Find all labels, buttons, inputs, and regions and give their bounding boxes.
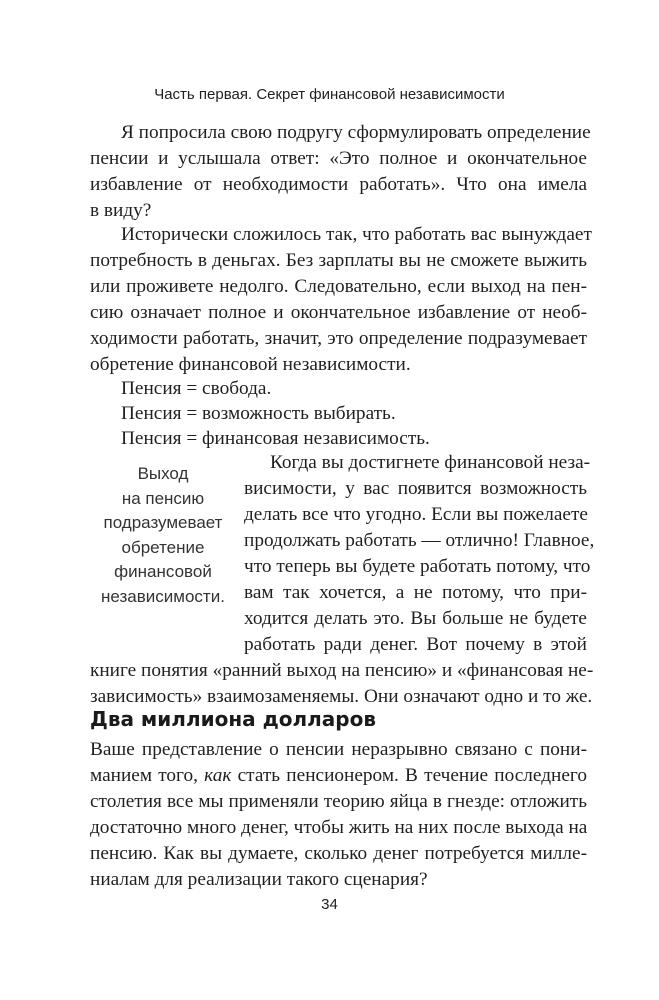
- paragraph-3-line-8: работать ради денег. Вот почему в этой: [244, 634, 587, 655]
- paragraph-4-line-6: ниалам для реализации такого сценария?: [90, 869, 428, 890]
- paragraph-4-line-3: столетия все мы применяли теорию яйца в гнезде: отложить: [90, 791, 587, 812]
- pull-quote-line-2: на пенсию: [121, 488, 205, 508]
- pull-quote: [96, 462, 230, 609]
- pull-quote-line-4: обретение: [121, 537, 205, 557]
- paragraph-2-line-2: потребность в деньгах. Без зарплаты вы не сможете выжить: [90, 250, 587, 271]
- paragraph-3-line-1: Когда вы достигнете финансовой неза-: [270, 452, 591, 473]
- paragraph-4-line-4: достаточно много денег, чтобы жить на них после выхода на: [90, 817, 588, 838]
- paragraph-4-line-2-start: манием того,: [90, 765, 205, 786]
- paragraph-1-line-3: избавление от необходимости работать». Что она имела: [90, 174, 587, 195]
- paragraph-1-line-4: в виду?: [90, 200, 152, 221]
- equation-2: Пенсия = возможность выбирать.: [121, 403, 396, 424]
- paragraph-3-line-3: делать все что угодно. Если вы пожелаете: [244, 504, 588, 525]
- equation-3: Пенсия = финансовая независимость.: [121, 428, 430, 449]
- paragraph-1-line-1: Я попросила свою подругу сформулировать определение: [121, 122, 591, 143]
- paragraph-2-line-3: или проживете недолго. Следовательно, если выход на пен-: [90, 276, 587, 297]
- pull-quote-line-3: подразумевает: [103, 513, 223, 532]
- paragraph-3-line-10: зависимость» взаимозаменяемы. Они означают одно и то же.: [90, 686, 593, 707]
- paragraph-2-line-5: ходимости работать, значит, это определение подразумевает: [90, 328, 587, 349]
- paragraph-3-line-6: вам так хочется, а не потому, что при-: [244, 582, 587, 603]
- paragraph-3-line-7: ходится делать это. Вы больше не будете: [244, 608, 587, 629]
- paragraph-3-line-5: что теперь вы будете работать потому, что: [244, 556, 591, 577]
- paragraph-2-line-6: обретение финансовой независимости.: [90, 354, 411, 375]
- pull-quote-line-1: Выход: [137, 464, 189, 483]
- paragraph-1-line-2: пенсии и услышала ответ: «Это полное и окончательное: [90, 148, 587, 169]
- pull-quote-line-6: независимости.: [101, 586, 225, 606]
- paragraph-3-line-2: висимости, у вас появится возможность: [244, 478, 587, 499]
- paragraph-2-line-4: сию означает полное и окончательное избавление от необ-: [90, 302, 587, 323]
- equation-1: Пенсия = свобода.: [121, 378, 272, 399]
- paragraph-3-line-9: книге понятия «ранний выход на пенсию» и «финансовая не-: [90, 660, 594, 681]
- paragraph-2-line-1: Исторически сложилось так, что работать вас вынуждает: [121, 224, 592, 245]
- pull-quote-line-5: финансовой: [114, 562, 212, 581]
- paragraph-4-line-1: Ваше представление о пенсии неразрывно связано с пони-: [90, 739, 587, 760]
- section-heading: Два миллиона долларов: [90, 707, 377, 731]
- paragraph-3-line-4: продолжать работать — отлично! Главное,: [244, 530, 595, 551]
- paragraph-4-line-2-end: стать пенсионером. В течение последнего: [231, 765, 587, 786]
- page-number: 34: [321, 896, 338, 913]
- running-head: Часть первая. Секрет финансовой независимости: [154, 86, 505, 103]
- paragraph-4-emphasis: как: [204, 765, 232, 786]
- paragraph-4-line-2: [90, 763, 587, 789]
- paragraph-4-line-5: пенсию. Как вы думаете, сколько денег потребуется милле-: [90, 843, 587, 864]
